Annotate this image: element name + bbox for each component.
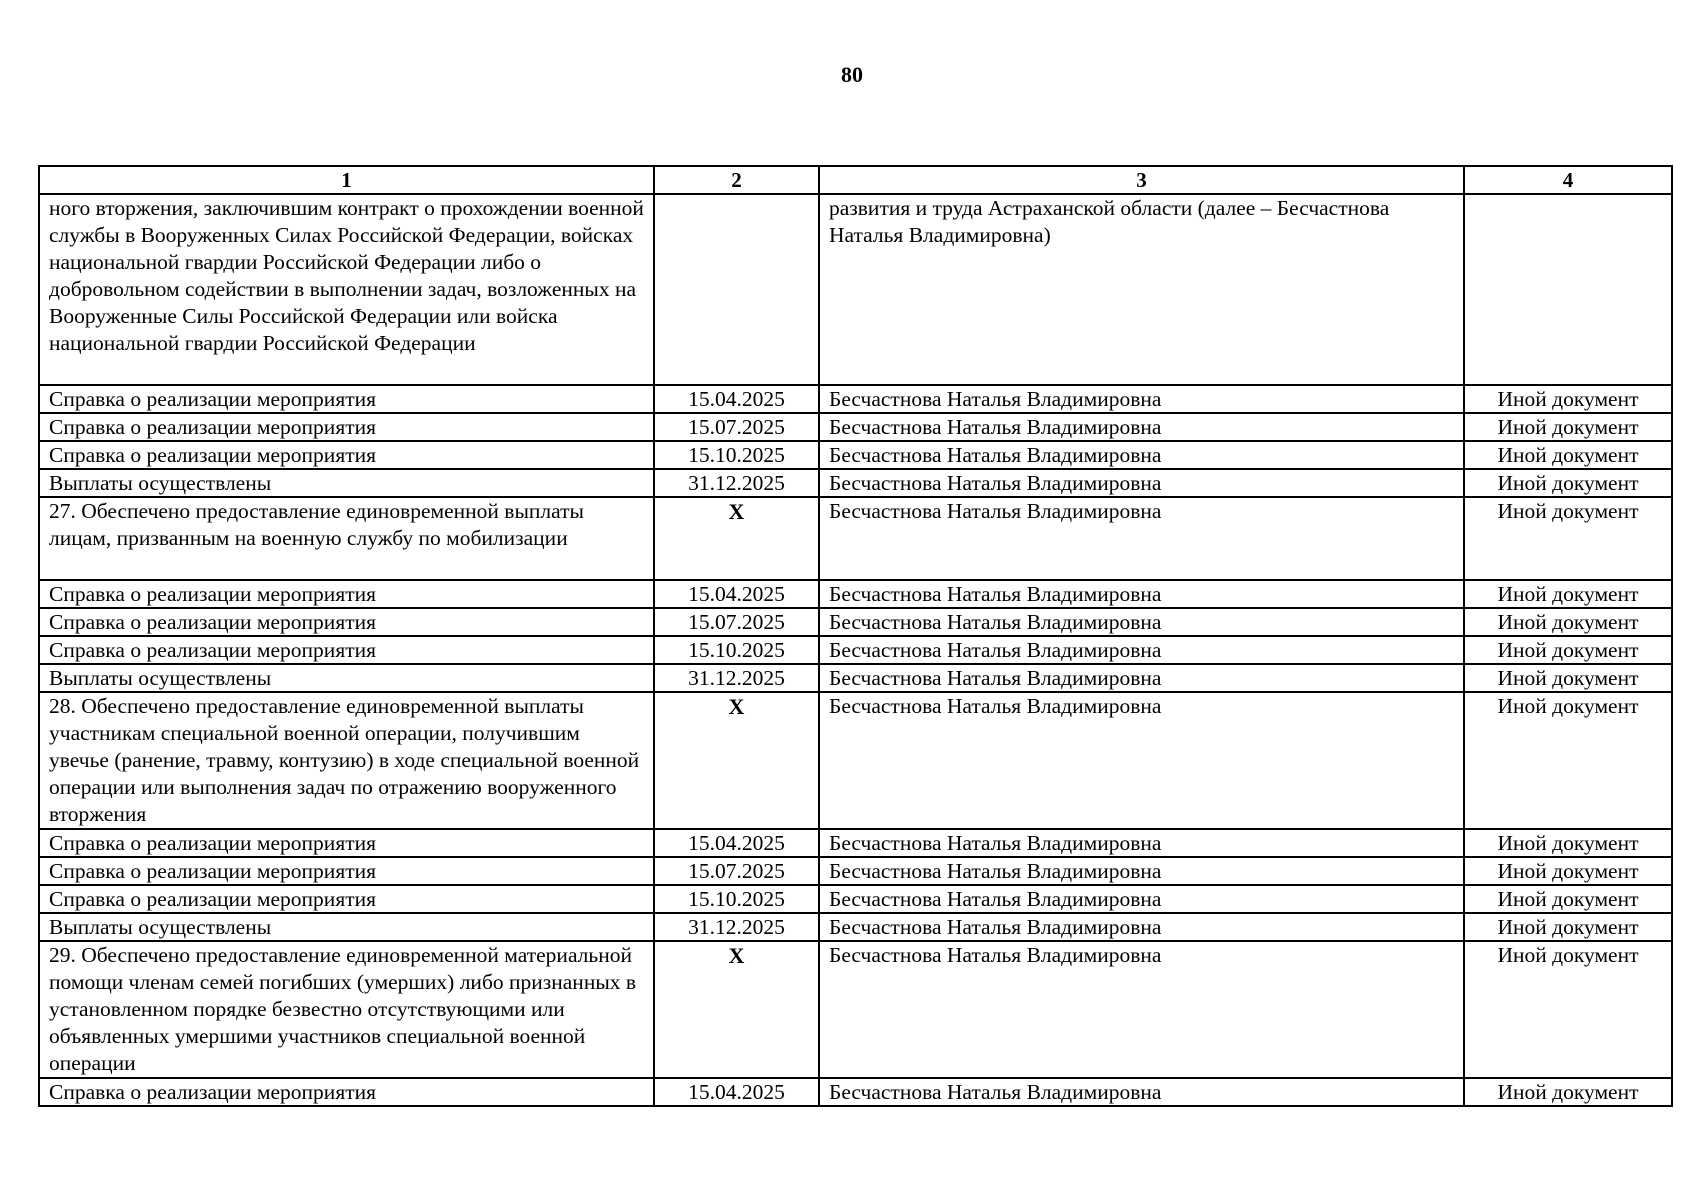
- cell-document-type-text: Иной документ: [1497, 499, 1639, 523]
- cell-description: [39, 413, 654, 441]
- cell-document-type: [1464, 413, 1672, 441]
- cell-responsible-text: Бесчастнова Наталья Владимировна: [829, 415, 1162, 439]
- cell-description-text: Выплаты осуществлены: [49, 666, 272, 690]
- cell-description-text: Справка о реализации мероприятия: [49, 387, 376, 411]
- table-row: [39, 664, 1672, 692]
- cell-document-type-text: Иной документ: [1497, 887, 1639, 911]
- cell-date: [654, 885, 819, 913]
- cell-date: [654, 608, 819, 636]
- cell-document-type-text: Иной документ: [1497, 859, 1639, 883]
- cell-date: [654, 829, 819, 857]
- cell-responsible-text: Бесчастнова Наталья Владимировна: [829, 471, 1162, 495]
- cell-date-text: 15.07.2025: [688, 415, 785, 439]
- cell-document-type: [1464, 829, 1672, 857]
- cell-description-text: 29. Обеспечено предоставление единовременной материальной помощи членам семей погибших (умерших) либо признанных в установленном порядке безвестно отсутствующими или объявленных умершими участников специальной военной операции: [49, 943, 637, 1075]
- table-row: [39, 829, 1672, 857]
- cell-description-text: Справка о реализации мероприятия: [49, 415, 376, 439]
- cell-responsible-text: Бесчастнова Наталья Владимировна: [829, 915, 1162, 939]
- cell-document-type: [1464, 941, 1672, 1078]
- cell-document-type: [1464, 1078, 1672, 1106]
- cell-date-text: 31.12.2025: [688, 471, 785, 495]
- cell-document-type: [1464, 885, 1672, 913]
- cell-document-type-text: Иной документ: [1497, 415, 1639, 439]
- cell-document-type-text: Иной документ: [1497, 387, 1639, 411]
- cell-responsible-text: Бесчастнова Наталья Владимировна: [829, 831, 1162, 855]
- cell-date-text: 15.10.2025: [688, 638, 785, 662]
- cell-document-type-text: Иной документ: [1497, 443, 1639, 467]
- cell-description-text: Справка о реализации мероприятия: [49, 859, 376, 883]
- table-row: [39, 636, 1672, 664]
- cell-responsible: [819, 385, 1464, 413]
- cell-description-text: Справка о реализации мероприятия: [49, 443, 376, 467]
- column-header-4: 4: [1464, 166, 1672, 194]
- cell-document-type-text: Иной документ: [1497, 1080, 1639, 1104]
- cell-document-type: [1464, 385, 1672, 413]
- cell-date-text: 31.12.2025: [688, 666, 785, 690]
- column-header-3: 3: [819, 166, 1464, 194]
- cell-date-text: X: [728, 499, 745, 524]
- cell-responsible: [819, 441, 1464, 469]
- table-row: [39, 441, 1672, 469]
- cell-document-type-text: Иной документ: [1497, 582, 1639, 606]
- table-row-measure: [39, 194, 1672, 385]
- cell-responsible-text: Бесчастнова Наталья Владимировна: [829, 943, 1162, 967]
- cell-responsible: [819, 1078, 1464, 1106]
- cell-date-text: 15.04.2025: [688, 387, 785, 411]
- page-number: 80: [841, 62, 863, 87]
- cell-date: [654, 413, 819, 441]
- cell-document-type-text: Иной документ: [1497, 831, 1639, 855]
- cell-responsible: [819, 692, 1464, 829]
- cell-responsible: [819, 664, 1464, 692]
- cell-date-text: X: [728, 943, 745, 968]
- table-row: [39, 1078, 1672, 1106]
- cell-description-text: Справка о реализации мероприятия: [49, 638, 376, 662]
- cell-responsible-text: Бесчастнова Наталья Владимировна: [829, 638, 1162, 662]
- cell-document-type: [1464, 608, 1672, 636]
- cell-responsible: [819, 580, 1464, 608]
- cell-document-type: [1464, 469, 1672, 497]
- cell-responsible-text: Бесчастнова Наталья Владимировна: [829, 443, 1162, 467]
- table-row-measure: [39, 497, 1672, 580]
- cell-description-text: Справка о реализации мероприятия: [49, 582, 376, 606]
- table-row: [39, 608, 1672, 636]
- cell-document-type: [1464, 664, 1672, 692]
- cell-responsible: [819, 857, 1464, 885]
- cell-date-text: 15.10.2025: [688, 887, 785, 911]
- cell-document-type: [1464, 497, 1672, 580]
- cell-document-type: [1464, 194, 1672, 385]
- cell-responsible: [819, 829, 1464, 857]
- cell-responsible: [819, 608, 1464, 636]
- cell-description: [39, 664, 654, 692]
- column-header-1: 1: [39, 166, 654, 194]
- cell-date: [654, 941, 819, 1078]
- cell-document-type-text: Иной документ: [1497, 943, 1639, 967]
- cell-date: [654, 194, 819, 385]
- cell-description-text: Выплаты осуществлены: [49, 915, 272, 939]
- cell-description-text: Справка о реализации мероприятия: [49, 610, 376, 634]
- cell-description: [39, 941, 654, 1078]
- cell-description: [39, 692, 654, 829]
- cell-date: [654, 857, 819, 885]
- cell-description: [39, 913, 654, 941]
- cell-document-type: [1464, 913, 1672, 941]
- cell-responsible-text: Бесчастнова Наталья Владимировна: [829, 859, 1162, 883]
- cell-responsible: [819, 497, 1464, 580]
- table-row: [39, 913, 1672, 941]
- cell-description: [39, 608, 654, 636]
- cell-date: [654, 913, 819, 941]
- cell-date-text: 15.07.2025: [688, 610, 785, 634]
- cell-document-type-text: Иной документ: [1497, 915, 1639, 939]
- cell-date-text: 15.10.2025: [688, 443, 785, 467]
- cell-responsible: [819, 194, 1464, 385]
- table-row: [39, 469, 1672, 497]
- cell-document-type: [1464, 636, 1672, 664]
- cell-description: [39, 469, 654, 497]
- cell-date: [654, 469, 819, 497]
- cell-description: [39, 194, 654, 385]
- cell-description-text: Выплаты осуществлены: [49, 471, 272, 495]
- cell-document-type: [1464, 441, 1672, 469]
- cell-responsible: [819, 636, 1464, 664]
- table-header-row: [39, 166, 1672, 194]
- measures-table: [38, 165, 1673, 1107]
- cell-description: [39, 857, 654, 885]
- cell-document-type-text: Иной документ: [1497, 694, 1639, 718]
- cell-description: [39, 497, 654, 580]
- table-row-measure: [39, 692, 1672, 829]
- table-row-measure: [39, 941, 1672, 1078]
- cell-date: [654, 580, 819, 608]
- cell-description-text: 28. Обеспечено предоставление единовременной выплаты участникам специальной военной операции, получившим увечье (ранение, травму, контузию) в ходе специальной военной операции или выполнения задач по отражению вооруженного вторжения: [49, 694, 640, 826]
- cell-document-type-text: Иной документ: [1497, 610, 1639, 634]
- cell-date-text: 15.07.2025: [688, 859, 785, 883]
- cell-responsible: [819, 413, 1464, 441]
- cell-responsible: [819, 913, 1464, 941]
- cell-date: [654, 497, 819, 580]
- cell-description: [39, 885, 654, 913]
- table-row: [39, 885, 1672, 913]
- cell-responsible-text: Бесчастнова Наталья Владимировна: [829, 610, 1162, 634]
- cell-responsible-text: Бесчастнова Наталья Владимировна: [829, 582, 1162, 606]
- cell-date: [654, 385, 819, 413]
- cell-responsible-text: Бесчастнова Наталья Владимировна: [829, 1080, 1162, 1104]
- cell-description-text: 27. Обеспечено предоставление единовременной выплаты лицам, призванным на военную службу по мобилизации: [49, 499, 584, 550]
- cell-responsible: [819, 941, 1464, 1078]
- cell-responsible: [819, 885, 1464, 913]
- cell-date-text: 15.04.2025: [688, 831, 785, 855]
- cell-description-text: Справка о реализации мероприятия: [49, 887, 376, 911]
- cell-date-text: 15.04.2025: [688, 1080, 785, 1104]
- table-row: [39, 385, 1672, 413]
- cell-description-text: Справка о реализации мероприятия: [49, 1080, 376, 1104]
- cell-date-text: X: [728, 694, 745, 719]
- cell-responsible-text: Бесчастнова Наталья Владимировна: [829, 499, 1162, 523]
- column-header-2: 2: [654, 166, 819, 194]
- cell-responsible: [819, 469, 1464, 497]
- cell-date-text: 31.12.2025: [688, 915, 785, 939]
- cell-date: [654, 692, 819, 829]
- cell-responsible-text: Бесчастнова Наталья Владимировна: [829, 694, 1162, 718]
- cell-description: [39, 1078, 654, 1106]
- table-row: [39, 580, 1672, 608]
- cell-date: [654, 664, 819, 692]
- cell-document-type: [1464, 857, 1672, 885]
- cell-description: [39, 441, 654, 469]
- cell-responsible-text: Бесчастнова Наталья Владимировна: [829, 387, 1162, 411]
- cell-description: [39, 829, 654, 857]
- cell-responsible-text: Бесчастнова Наталья Владимировна: [829, 666, 1162, 690]
- cell-date: [654, 1078, 819, 1106]
- cell-description: [39, 580, 654, 608]
- table-row: [39, 413, 1672, 441]
- cell-description-text: ного вторжения, заключившим контракт о прохождении военной службы в Вооруженных Силах Российской Федерации, войсках национальной гвардии Российской Федерации либо о добровольном содействии в выполнении задач, возложенных на Вооруженные Силы Российской Федерации или войска национальной гвардии Российской Федерации: [49, 196, 644, 355]
- cell-responsible-text: развития и труда Астраханской области (далее – Бесчастнова Наталья Владимировна): [829, 196, 1390, 247]
- cell-document-type: [1464, 692, 1672, 829]
- cell-description-text: Справка о реализации мероприятия: [49, 831, 376, 855]
- cell-document-type-text: Иной документ: [1497, 666, 1639, 690]
- cell-document-type-text: Иной документ: [1497, 471, 1639, 495]
- cell-date: [654, 441, 819, 469]
- cell-description: [39, 636, 654, 664]
- cell-responsible-text: Бесчастнова Наталья Владимировна: [829, 887, 1162, 911]
- cell-date: [654, 636, 819, 664]
- cell-date-text: 15.04.2025: [688, 582, 785, 606]
- cell-document-type: [1464, 580, 1672, 608]
- cell-description: [39, 385, 654, 413]
- cell-document-type-text: Иной документ: [1497, 638, 1639, 662]
- table-row: [39, 857, 1672, 885]
